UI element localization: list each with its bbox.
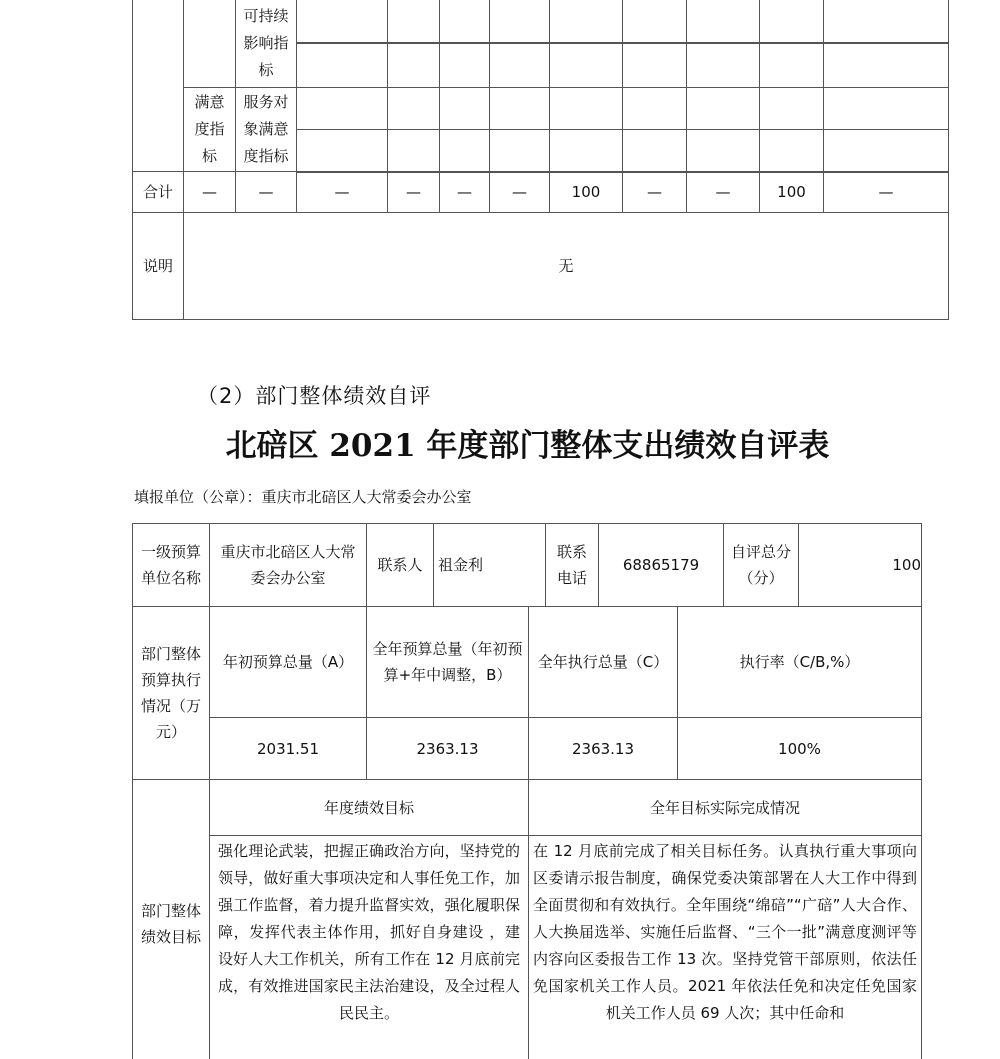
blank-cell [132,0,184,172]
blank-cell [183,0,236,88]
unit-label: 一级预算单位名称 [132,523,210,607]
indicator-cell [489,43,550,88]
indicator-cell [823,43,949,88]
total-cell: 100 [549,171,623,213]
contact-value: 祖金利 [433,523,546,607]
indicator-cell [823,87,949,130]
total-cell: — [823,171,949,213]
indicator-cell [296,87,388,130]
budget-c-value: 2363.13 [528,717,678,780]
indicator-cell [387,0,440,43]
phone-value: 68865179 [598,523,724,607]
budget-b-label: 全年预算总量（年初预算+年中调整，B） [366,606,529,718]
total-cell: 100 [759,171,824,213]
goal-header: 年度绩效目标 [209,779,529,836]
score-value: 100 [798,523,922,607]
rate-label: 执行率（C/B,%） [677,606,922,718]
indicator-cell [686,129,760,173]
budget-a-value: 2031.51 [209,717,367,780]
indicator-cell [439,43,490,88]
section-heading: （2）部门整体绩效自评 [197,384,432,408]
indicator-cell [622,43,687,88]
indicator-cell [439,0,490,43]
reporting-unit: 填报单位（公章）：重庆市北碚区人大常委会办公室 [134,488,472,506]
total-cell: — [686,171,760,213]
page-title: 北碚区 2021 年度部门整体支出绩效自评表 [225,428,830,464]
indicator-cell [439,129,490,173]
total-cell: — [387,171,440,213]
phone-label: 联系电话 [545,523,599,607]
goal-text: 强化理论武装，把握正确政治方向，坚持党的领导，做好重大事项决定和人事任免工作，加强工作监督，着力提升监督实效，强化履职保障，发挥代表主体作用，抓好自身建设 ，建设好人大工作机关，所有工作在 12 月底前完成，有效推进国家民主法治建设，及全过程人民民主。 [209,835,529,1059]
indicator-cell [759,129,824,173]
total-cell: — [489,171,550,213]
note-value: 无 [183,212,949,320]
indicator-cell [387,129,440,173]
total-label: 合计 [132,171,184,213]
total-cell: — [235,171,297,213]
indicator-cell [296,129,388,173]
done-text: 在 12 月底前完成了相关目标任务。认真执行重大事项向区委请示报告制度，确保党委决策部署在人大工作中得到全面贯彻和有效执行。全年围绕“绵碚”“广碚”人大合作、人大换届选举、实施任后监督、“三个一批”满意度测评等内容向区委报告工作 13 次。坚持党管干部原则，依法任免国家机关工作人员。2021 年依法任免和决定任免国家机关工作人员 69 人次；其中任命和 [528,835,922,1059]
budget-b-value: 2363.13 [366,717,529,780]
indicator-cell [489,87,550,130]
indicator-cell [823,0,949,43]
indicator-cell [549,87,623,130]
unit-value: 重庆市北碚区人大常委会办公室 [209,523,367,607]
budget-a-label: 年初预算总量（A） [209,606,367,718]
indicator-cell [622,129,687,173]
indicator-cell [759,0,824,43]
indicator-cell [549,43,623,88]
indicator-cell [439,87,490,130]
indicator-cell [549,0,623,43]
indicator-cell [686,43,760,88]
sustain-indicator-label: 可持续影响指标 [235,0,297,88]
score-label: 自评总分（分） [723,523,799,607]
indicator-cell [489,129,550,173]
total-cell: — [183,171,236,213]
budget-label: 部门整体预算执行情况（万元） [132,606,210,780]
indicator-cell [686,87,760,130]
total-cell: — [622,171,687,213]
indicator-cell [823,129,949,173]
rate-value: 100% [677,717,922,780]
indicator-cell [759,43,824,88]
satisfaction-indicator-label: 满意度指标 [183,87,236,172]
indicator-cell [549,129,623,173]
contact-label: 联系人 [366,523,434,607]
done-header: 全年目标实际完成情况 [528,779,922,836]
budget-c-label: 全年执行总量（C） [528,606,678,718]
note-label: 说明 [132,212,184,320]
goal-label: 部门整体绩效目标 [132,779,210,1059]
indicator-cell [296,0,388,43]
indicator-cell [296,43,388,88]
indicator-cell [622,0,687,43]
indicator-cell [489,0,550,43]
total-cell: — [439,171,490,213]
indicator-cell [759,87,824,130]
service-satisfaction-label: 服务对象满意度指标 [235,87,297,172]
indicator-cell [387,43,440,88]
total-cell: — [296,171,388,213]
indicator-cell [686,0,760,43]
indicator-cell [387,87,440,130]
indicator-cell [622,87,687,130]
